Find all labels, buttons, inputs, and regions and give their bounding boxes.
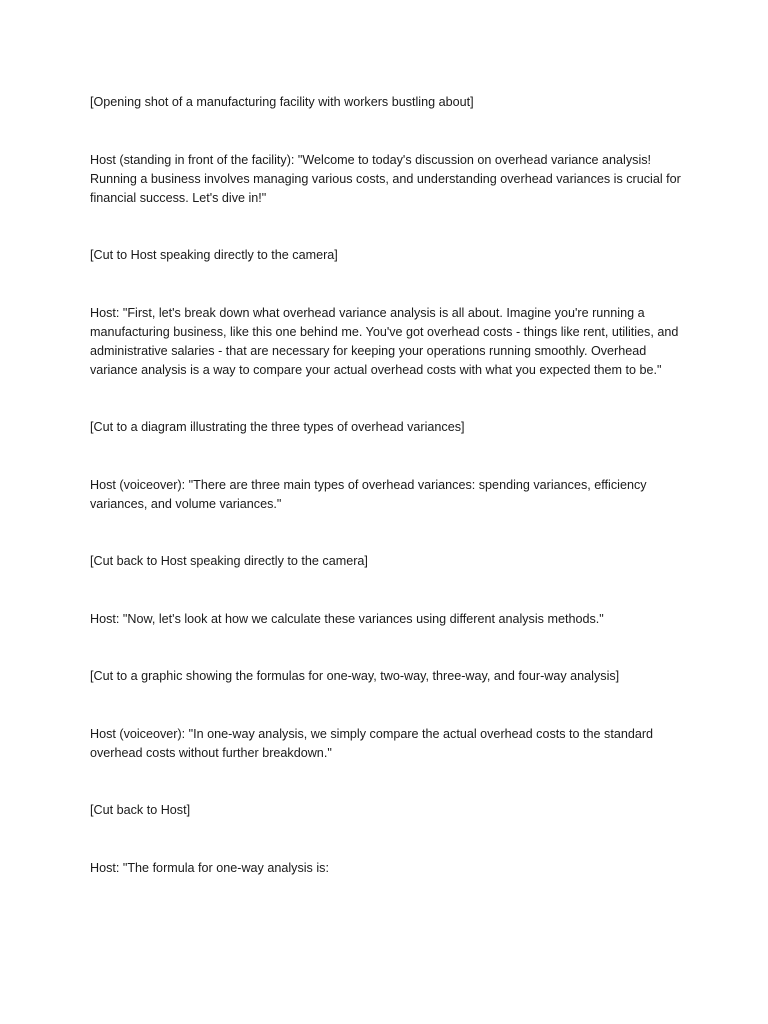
document-body [90,93,690,916]
host-line-definition: Host: "First, let's break down what overhead variance analysis is all about. Imagine you're running a manufacturing business, like this one behind me. You've got overhead costs - things like rent, utilities, and administrative salaries - that are necessary for keeping your operations running smoothly. Overhead variance analysis is a way to compare your actual overhead costs with what you expected them to be." [90,305,679,377]
host-line-methods: Host: "Now, let's look at how we calculate these variances using different analysis methods." [90,611,604,626]
scene-direction-cut-back: [Cut back to Host speaking directly to the camera] [90,554,368,568]
host-voiceover-one-way: Host (voiceover): "In one-way analysis, we simply compare the actual overhead costs to the standard overhead costs without further breakdown." [90,726,654,760]
host-line-formula: Host: "The formula for one-way analysis is: [90,860,329,875]
scene-direction-back-to-host: [Cut back to Host] [90,803,191,817]
host-voiceover-types: Host (voiceover): "There are three main types of overhead variances: spending variances, efficiency variances, and volume variances." [90,477,647,511]
scene-direction-cut-to-host: [Cut to Host speaking directly to the camera] [90,248,338,262]
scene-direction-formulas: [Cut to a graphic showing the formulas for one-way, two-way, three-way, and four-way analysis] [90,669,620,683]
scene-direction-opening: [Opening shot of a manufacturing facility with workers bustling about] [90,95,474,109]
host-line-welcome: Host (standing in front of the facility): "Welcome to today's discussion on overhead variance analysis! Running a business involves managing various costs, and understanding overhead variances is crucial for financial success. Let's dive in!" [90,152,681,205]
scene-direction-diagram: [Cut to a diagram illustrating the three types of overhead variances] [90,420,465,434]
